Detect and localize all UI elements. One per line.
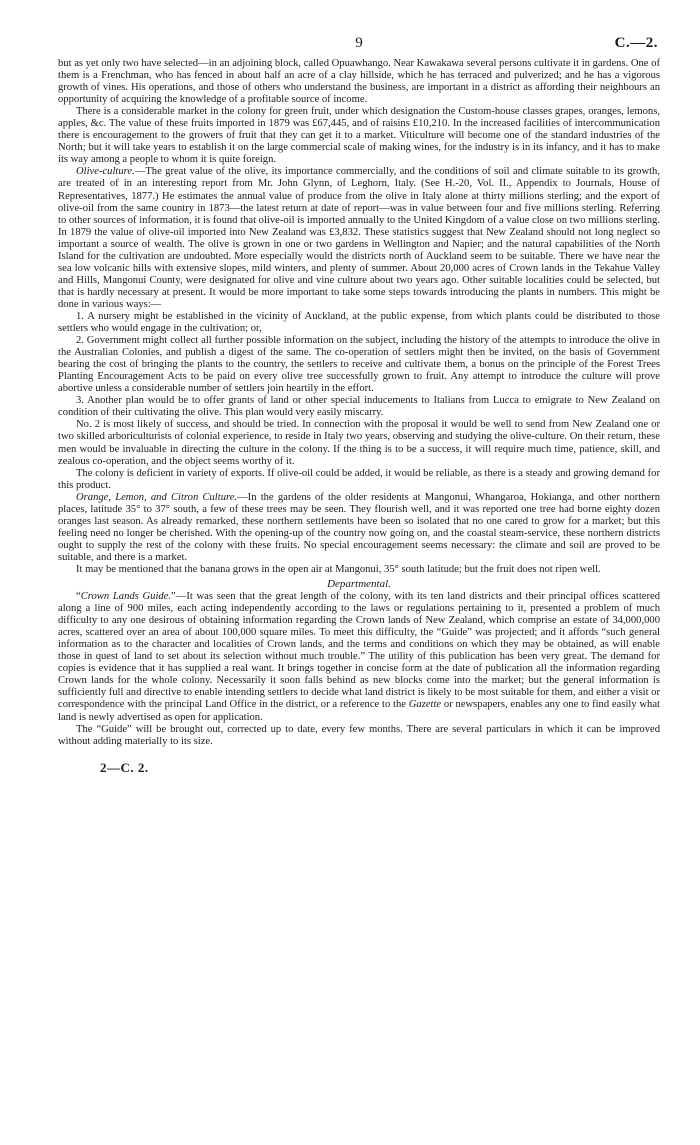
document-reference: C.—2. (614, 35, 658, 51)
page-number: 9 (355, 35, 363, 51)
crown-lands-guide-heading: Crown Lands Guide. (80, 591, 172, 603)
paragraph-option-2: 2. Government might collect all further possible information on the subject, including the history of the attempts to introduce the olive in the Australian Colonies, and publish a digest of the same. The co-operation of settlers might then be invited, on the basis of Government bearing the cost of bringing the plants to the country, the settlers to receive and cultivate them, a bonus on the principle of the Forest Trees Planting Encouragement Acts to be paid on every olive tree successfully grown to fruit. Any attempt to introduce the culture will prove abortive unless a considerable number of settlers join heartily in the effort. (58, 335, 660, 395)
paragraph-option-1: 1. A nursery might be established in the vicinity of Auckland, at the public expense, from which plants could be distributed to those settlers who would engage in the cultivation; or, (58, 310, 660, 335)
body-text (58, 58, 660, 748)
running-head (58, 34, 660, 58)
paragraph-option-3: 3. Another plan would be to offer grants of land or other special inducements to Italians from Lucca to emigrate to New Zealand on condition of their cultivating the olive. This plan would very easily miscarry. (58, 395, 660, 419)
paragraph-continuation: but as yet only two have selected—in an adjoining block, called Opuawhango. Near Kawakawa several persons cultivate it in gardens. One of them is a Frenchman, who has fenced in about half an acre of a clay hillside, which he has terraced and pulverized; and he has a vigorous growth of vines. His operations, and those of others who understand the business, are important in a district as affording their neighbours an opportunity of acquiring the knowledge of a profitable source of income. (58, 58, 660, 106)
section-heading-departmental: Departmental. (327, 578, 391, 591)
crown-lands-guide-text-end: or newspapers, enables any one to find easily what land is newly advertised as open for application. (58, 699, 660, 723)
quote-open: “ (76, 591, 81, 603)
paragraph-crown-lands-guide (58, 591, 660, 724)
paragraph-fruit-market: There is a considerable market in the colony for green fruit, under which designation the Custom-house classes grapes, oranges, lemons, apples, &c. The value of these fruits imported in 1879 was £67,445, and of raisins £10,210. In the increased facilities of intercommunication there is encouragement to the growers of fruit that they can get it to a market. Viticulture will become one of the standard industries of the North; but it will take years to establish it on the large commercial scale of making wines, for the industry is in its infancy, and it has to make its way among a people to whom it is quite foreign. (58, 106, 660, 166)
paragraph-olive-culture (58, 166, 660, 311)
paragraph-guide-updates: The “Guide” will be brought out, corrected up to date, every few months. There are several particulars in which it can be improved without adding materially to its size. (58, 723, 660, 747)
paragraph-banana: It may be mentioned that the banana grows in the open air at Mangonui, 35° south latitude; but the fruit does not ripen well. (76, 563, 601, 575)
paragraph-citrus-culture (58, 492, 660, 564)
citrus-culture-heading: Orange, Lemon, and Citron Culture. (76, 491, 238, 503)
gazette-reference: Gazette (408, 699, 442, 711)
paragraph-recommendation: No. 2 is most likely of success, and should be tried. In connection with the proposal it would be well to send from New Zealand one or two skilled arboriculturists of colonial experience, to reside in Italy two years, observing and studying the olive-culture. On their return, these men would be invaluable in directing the culture in the colony. If the thing is to be a success, it will require much time, patience, skill, and zealous co-operation, and the object seems worthy of it. (58, 419, 660, 467)
crown-lands-guide-text: ”—It was seen that the great length of the colony, with its ten land districts and their principal offices scattered along a line of 900 miles, each acting independently according to the laws or regulations pertaining to it, presented a problem of much difficulty to any one desirous of obtaining information regarding the Crown lands of New Zealand, which comprise an estate of 34,000,000 acres, scattered over an area of about 100,000 square miles. To meet this difficulty, the “Guide” was projected; and it affords “such general information as to the character and localities of Crown lands, and the terms and conditions on which they may be obtained, as will enable those in quest of land to set about its selection without much trouble.” The utility of this publication has been very great. The demand for copies is evidence that it has supplied a real want. It brings together in concise form at the date of publication all the information regarding Crown lands for the whole colony. Necessarily it soon falls behind as new blocks come into the market; but the general information is sufficiently full and directive to enable intending settlers to decide what land district is likely to be most suitable for them, and either a visit or correspondence with the principal Land Office in the district, or a reference to the (58, 591, 660, 711)
citrus-culture-text: —In the gardens of the older residents at Mangonui, Whangaroa, Hokianga, and other northern places, latitude 35° to 37° south, a few of these trees may be seen. They flourish well, and it was reported one tree had borne eighty dozen oranges last season. As already remarked, these northern settlements have been so isolated that no one cared to grow for a market; but this feeling need no longer be cherished. With the opening-up of the country now going on, and the coastal steam-service, these northern districts ought to supply the rest of the colony with these fruits. No special encouragement seems necessary: the climate and soil are proved to be suitable, and there is a market. (58, 491, 660, 563)
olive-culture-heading: Olive-culture. (76, 166, 135, 178)
paragraph-exports: The colony is deficient in variety of exports. If olive-oil could be added, it would be reliable, as there is a steady and growing demand for this product. (58, 467, 660, 491)
signature-mark: 2—C. 2. (100, 759, 149, 775)
olive-culture-text: —The great value of the olive, its importance commercially, and the conditions of soil and climate suitable to its growth, are treated of in an interesting report from Mr. John Glynn, of Leghorn, Italy. (See H.-20, Vol. II., Appendix to Journals, House of Representatives, 1877.) He estimates the annual value of produce from the olive in Italy alone at thirty millions sterling; and the export of olive-oil from the same country in 1873—the latest return at date of report—was in value between four and five millions sterling. Referring to other sources of information, it is found that olive-oil is imported annually to the United Kingdom of a value close on two millions sterling. In 1879 the value of olive-oil imported into New Zealand was £3,832. These statistics suggest that New Zealand should not long neglect so important a source of wealth. The olive is grown in one or two gardens in Wellington and Napier; and the natural capabilities of the North Island for the cultivation are undoubted. More especially would the districts north of Auckland seem to be suitable. There we have near the sea low volcanic hills with extensive slopes, mild winters, and plenty of summer. About 20,000 acres of Crown lands in the Tekahue Valley and Hills, Mangonui County, were designated for olive and vine culture about two years ago. Other suitable localities could be selected, but that is hardly necessary at present. It would be more important to take some steps towards introducing the plants in numbers. This might be done in various ways:— (58, 166, 660, 310)
